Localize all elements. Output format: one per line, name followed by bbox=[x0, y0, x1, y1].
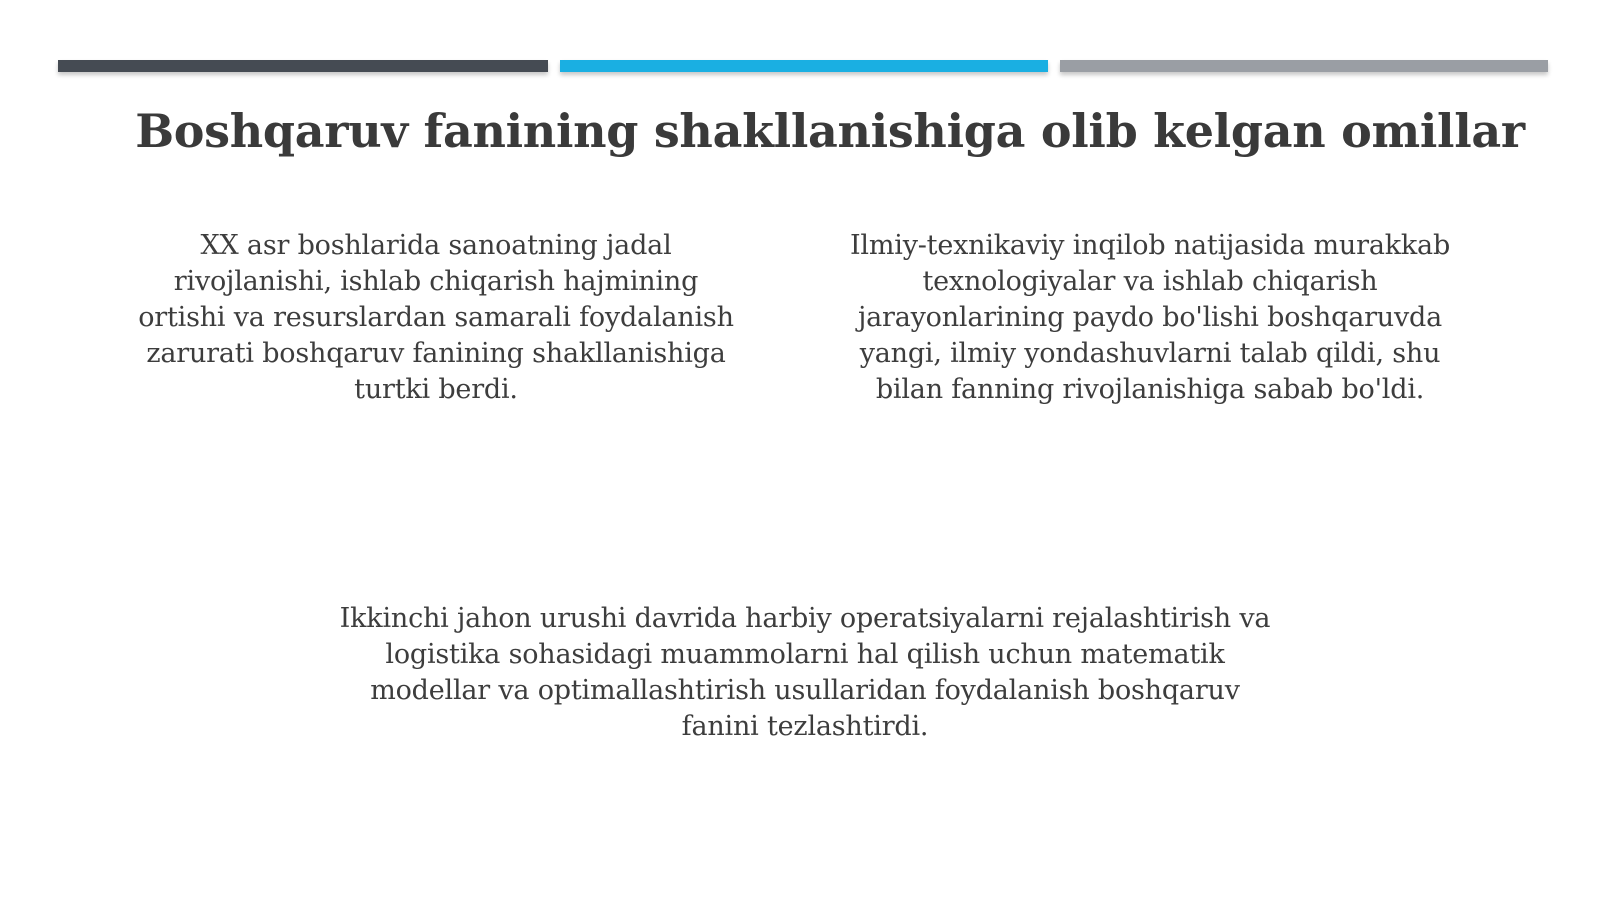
text-line: ortishi va resurslardan samarali foydalanish bbox=[138, 302, 734, 333]
text-line: Ikkinchi jahon urushi davrida harbiy operatsiyalarni rejalashtirish va bbox=[339, 603, 1271, 634]
slide-title: Boshqaruv fanining shakllanishiga olib kelgan omillar bbox=[135, 104, 1525, 158]
text-line: modellar va optimallashtirish usullaridan foydalanish boshqaruv bbox=[370, 675, 1240, 706]
text-line: fanini tezlashtirdi. bbox=[681, 711, 929, 742]
accent-bar-dark bbox=[58, 60, 548, 72]
text-line: texnologiyalar va ishlab chiqarish bbox=[922, 266, 1378, 297]
accent-bar-gray bbox=[1060, 60, 1548, 72]
text-line: yangi, ilmiy yondashuvlarni talab qildi, shu bbox=[859, 338, 1441, 369]
accent-bar-blue bbox=[560, 60, 1048, 72]
text-block-world-war bbox=[270, 601, 1340, 745]
text-block-scientific-revolution bbox=[800, 228, 1500, 408]
text-line: turtki berdi. bbox=[354, 374, 518, 405]
text-line: Ilmiy-texnikaviy inqilob natijasida murakkab bbox=[849, 230, 1451, 261]
text-line: rivojlanishi, ishlab chiqarish hajmining bbox=[173, 266, 699, 297]
text-line: jarayonlarining paydo bo'lishi boshqaruvda bbox=[857, 302, 1443, 333]
text-line: bilan fanning rivojlanishiga sabab bo'ldi. bbox=[875, 374, 1425, 405]
text-block-industrial-growth bbox=[98, 228, 774, 408]
text-line: XX asr boshlarida sanoatning jadal bbox=[200, 230, 672, 261]
text-line: logistika sohasidagi muammolarni hal qilish uchun matematik bbox=[385, 639, 1225, 670]
text-line: zarurati boshqaruv fanining shakllanishiga bbox=[146, 338, 726, 369]
